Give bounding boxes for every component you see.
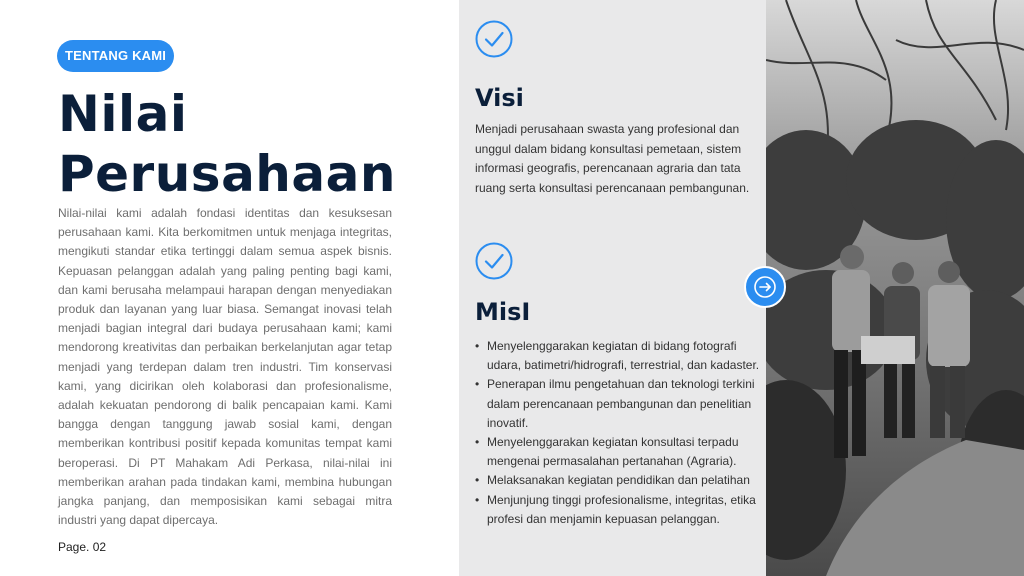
company-values-description: Nilai-nilai kami adalah fondasi identitas dan kesuksesan perusahaan kami. Kita berkomitmen untuk menjaga integritas, mengikuti standar etika tertinggi dalam semua aspek bisnis. Kepuasan pelanggan adalah yang paling penting bagi kami, dan kami berusaha melampaui harapan dengan menyediakan produk dan layanan yang luar biasa. Semangat inovasi telah menjadi bagian integral dari budaya perusahaan kami; kami mendorong kreativitas dan perbaikan berkelanjutan agar tetap menjadi yang terdepan dalam tren industri. Tim konservasi kami, yang dicirikan oleh kolaborasi dan profesionalisme, adalah kekuatan pendorong di balik pencapaian kami. Kami bangga dengan tanggung jawab sosial kami, dengan memberikan kontribusi positif kepada komunitas tempat kami beroperasi. Di PT Mahakam Adi Perkasa, nilai-nilai ini memberikan arahan pada tindakan kami, membina hubungan jangka panjang, dan memposisikan kami sebagai mitra industri yang dapat dipercaya. <box>58 206 392 528</box>
list-item: • Menyelenggarakan kegiatan di bidang fotografi udara, batimetri/hidrografi, terrestrial, dan kadaster. <box>475 337 761 375</box>
visi-text: Menjadi perusahaan swasta yang profesional dan unggul dalam bidang konsultasi pemetaan, sistem informasi geografis, perencanaan agraria dan tata ruang serta konsultasi perencanaan pembangunan. <box>475 122 750 195</box>
list-item: • Menyelenggarakan kegiatan konsultasi terpadu mengenai permasalahan pertanahan (Agraria). <box>475 433 761 471</box>
next-button[interactable] <box>744 266 786 308</box>
list-item: • Penerapan ilmu pengetahuan dan teknologi terkini dalam perencanaan pembangunan dan penelitian inovatif. <box>475 375 761 433</box>
page-number: Page. 02 <box>58 540 107 554</box>
misi-title: MisI <box>475 298 531 326</box>
team-photo <box>766 0 1024 576</box>
team-photo-illustration <box>766 0 1024 576</box>
section-badge: TENTANG KAMI <box>57 40 174 72</box>
arrow-right-icon <box>746 268 784 306</box>
visi-title: Visi <box>475 84 524 112</box>
vision-mission-panel <box>459 0 766 576</box>
check-circle-icon <box>475 242 513 280</box>
list-item: • Melaksanakan kegiatan pendidikan dan pelatihan <box>475 471 761 490</box>
misi-list <box>475 337 761 529</box>
page-title <box>58 84 396 204</box>
list-item: • Menjunjung tinggi profesionalisme, integritas, etika profesi dan menjamin kepuasan pelanggan. <box>475 491 761 529</box>
left-panel <box>0 0 459 576</box>
check-circle-icon <box>475 20 513 58</box>
page-title-line1: Nilai <box>58 85 188 143</box>
page-title-line2: Perusahaan <box>58 145 396 203</box>
